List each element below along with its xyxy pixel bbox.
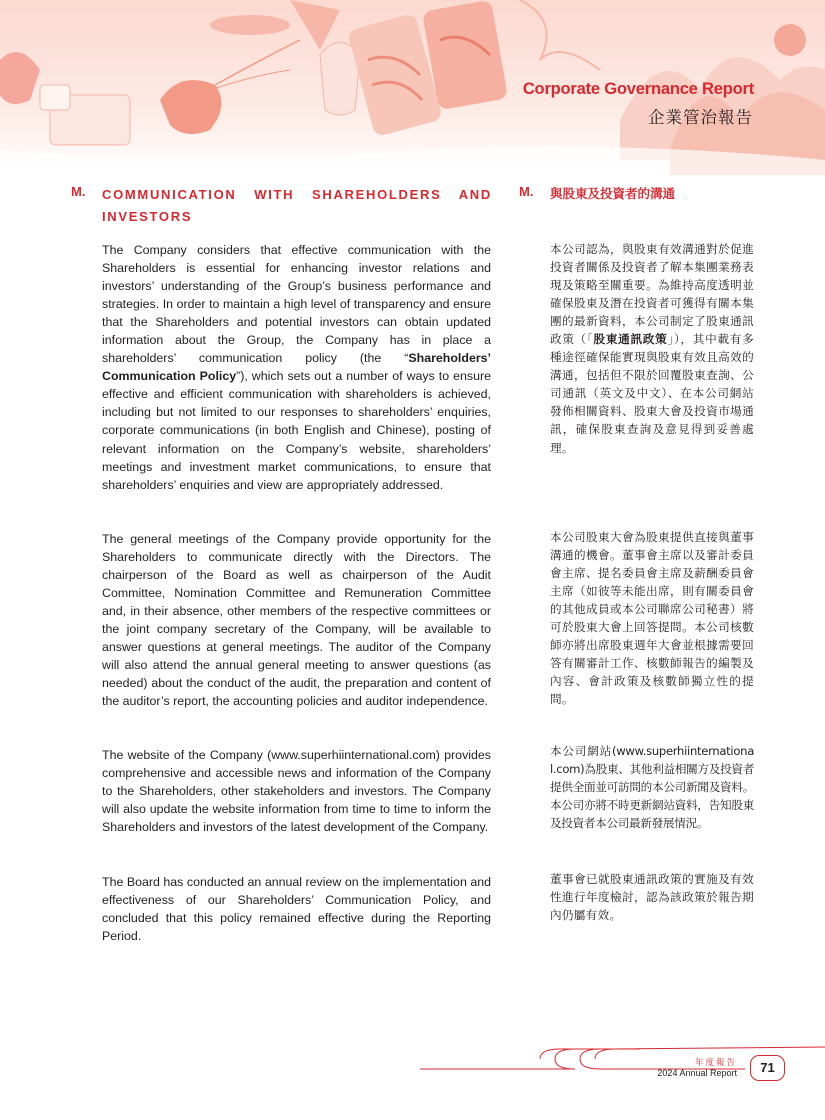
- footer-label-zh: 年度報告: [694, 1058, 737, 1068]
- section-letter-zh: M.: [519, 184, 534, 199]
- footer-label-en: 2024 Annual Report: [657, 1068, 737, 1078]
- paragraph-en-1-text-b: ”), which sets out a number of ways to ensure effective and efficient communication with shareholders is achieved, including but not limited to our responses to shareholders’ enquiries, corporate communications (in both English and Chinese), posting of relevant information on the Company’s website, shareholders’ meetings and investment market communications, to ensure that shareholders’ enquiries and view are appropriately addressed.: [102, 369, 491, 492]
- section-title-en: COMMUNICATION WITH SHAREHOLDERS AND INVESTORS: [102, 187, 492, 224]
- page-number: 71: [750, 1055, 785, 1081]
- header-title-zh: 企業管治報告: [648, 108, 753, 127]
- paragraph-en-1-defined-term: Shareholders’ Communication Policy: [102, 351, 491, 384]
- paragraph-zh-1-defined-term: 股東通訊政策: [593, 332, 668, 347]
- paragraph-zh-1: [550, 240, 754, 457]
- section-title-zh: 與股東及投資者的溝通: [550, 186, 676, 201]
- paragraph-en-2: The general meetings of the Company provide opportunity for the Shareholders to communicate directly with the Directors. The chairperson of the Board as well as chairperson of the Audit Committee, Nomination Committee and Remuneration Committee and, in their absence, other members of the respective committees or the joint company secretary of the Company, will be available to answer questions at general meetings. The auditor of the Company will also attend the annual general meeting to answer questions (as needed) about the conduct of the audit, the preparation and content of the auditor’s report, the accounting policies and auditor independence.: [102, 532, 491, 709]
- header-title-en: Corporate Governance Report: [522, 80, 754, 98]
- paragraph-en-1-text-a: The Company considers that effective communication with the Shareholders is essential for enhancing investor relations and investors’ understanding of the Group’s business performance and strategies. In order to maintain a high level of transparency and ensure that the Shareholders and potential investors can obtain updated information about the Group, the Company has in place a shareholders’ communication policy (the “: [102, 243, 491, 366]
- paragraph-zh-1-text-b: 」），其中載有多種途徑確保能實現與股東有效且高效的溝通，包括但不限於回覆股東查詢、公司通訊（英文及中文）、在本公司網站發佈相關資料、股東大會及投資市場通訊，確保股東查詢及意見得到妥善處理。: [550, 332, 754, 455]
- paragraph-zh-1-text-a: 本公司認為，與股東有效溝通對於促進投資者關係及投資者了解本集團業務表現及策略至關重要。為維持高度透明並確保股東及潛在投資者可獲得有關本集團的最新資料，本公司制定了股東通訊政策（「: [550, 242, 754, 347]
- paragraph-zh-4: 董事會已就股東通訊政策的實施及有效性進行年度檢討，認為該政策於報告期內仍屬有效。: [550, 872, 754, 923]
- paragraph-zh-3: 本公司網站(www.superhiinternational.com)為股東、其他利益相關方及投資者提供全面並可訪問的本公司新聞及資料。本公司亦將不時更新網站資料，告知股東及投資者本公司最新發展情況。: [550, 744, 754, 831]
- paragraph-en-3: The website of the Company (www.superhiinternational.com) provides comprehensive and accessible news and information of the Company to the Shareholders, other stakeholders and investors. The Company will also update the website information from time to time to inform the Shareholders and investors of the latest development of the Company.: [102, 748, 491, 835]
- paragraph-en-1: [102, 241, 491, 494]
- paragraph-zh-2: 本公司股東大會為股東提供直接與董事溝通的機會。董事會主席以及審計委員會主席、提名委員會主席及薪酬委員會主席（如彼等未能出席，則有關委員會的其他成員或本公司聯席公司秘書）將可於股東大會上回答提問。本公司核數師亦將出席股東週年大會並根據需要回答有關審計工作、核數師報告的編製及內容、會計政策及核數師獨立性的提問。: [550, 530, 754, 707]
- paragraph-en-4: The Board has conducted an annual review on the implementation and effectiveness of our Shareholders’ Communication Policy, and concluded that this policy remained effective during the Reporting Period.: [102, 875, 491, 944]
- section-letter: M.: [71, 184, 86, 199]
